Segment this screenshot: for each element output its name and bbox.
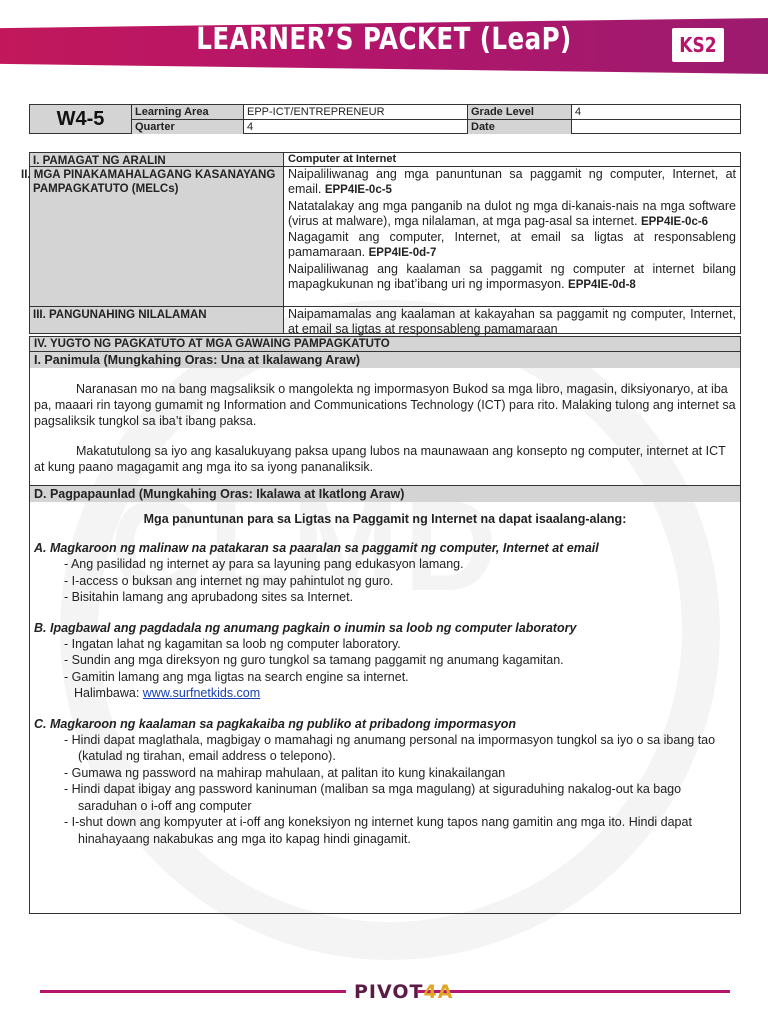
ks-badge xyxy=(672,28,724,62)
grade-level-label: Grade Level xyxy=(468,105,572,120)
rule-item: - Ingatan lahat ng kagamitan sa loob ng computer laboratory. xyxy=(64,636,401,651)
rule-item: - I-access o buksan ang internet ng may pahintulot ng guro. xyxy=(64,573,394,588)
info-table xyxy=(29,104,741,134)
learning-area-value: EPP-ICT/ENTREPRENEUR xyxy=(244,105,468,120)
quarter-value: 4 xyxy=(244,120,468,134)
melc-code: EPP4IE-0d-8 xyxy=(568,279,636,292)
melc-code: EPP4IE-0c-6 xyxy=(640,215,709,228)
page-title: LEARNER’S PACKET (LeaP) xyxy=(196,22,572,57)
pagpapaunlad-block xyxy=(30,512,740,847)
panimula-paragraph: Makatutulong sa iyo ang kasalukuyang paksa upang lubos na maunawaan ang konsepto ng computer, internet at ICT at kung paano magagamit ang mga ito sa iyong pananaliksik. xyxy=(34,444,726,475)
quarter-label: Quarter xyxy=(132,120,244,134)
rule-item: - Gumawa ng password na mahirap mahulaan, at palitan ito kung kinakailangan xyxy=(64,765,506,780)
melc-item xyxy=(288,167,736,199)
melc-code: EPP4IE-0d-7 xyxy=(368,247,437,260)
melc-label: II. MGA PINAKAMAHALAGANG KASANAYANG PAMPAGKATUTO (MELCs) xyxy=(30,167,284,307)
lesson-table xyxy=(21,152,741,337)
pivot-logo-mark: 4A xyxy=(423,981,454,1003)
pamagat-label: I. PAMAGAT NG ARALIN xyxy=(30,153,284,167)
panimula-block xyxy=(30,352,740,486)
pamagat-value: Computer at Internet xyxy=(284,153,740,167)
ks-badge-label: KS2 xyxy=(679,33,717,57)
panimula-title: I. Panimula (Mungkahing Oras: Una at Ikalawang Araw) xyxy=(30,352,740,368)
melc-item xyxy=(288,199,736,231)
rule-item: - I-shut down ang kompyuter at i-off ang koneksiyon ng internet kung tapos nang gamitin ang mga ito. Hindi dapat hinahayaang nakabukas ang mga ito kapag hindi ginagamit. xyxy=(64,815,692,846)
melc-code: EPP4IE-0c-5 xyxy=(324,184,392,197)
rule-item: - Sundin ang mga direksyon ng guro tungkol sa tamang paggamit ng anumang kagamitan. xyxy=(64,653,564,667)
panimula-paragraph: Naranasan mo na bang magsaliksik o mangolekta ng impormasyon Bukod sa mga libro, magasin, diksiyonaryo, at iba pa, maaari rin tayong gumamit ng Information and Communications Technology (ICT) para rito. Malaking tulong ang internet sa pagsaliksik tungkol sa iba’t ibang paksa. xyxy=(34,382,736,428)
melc-text: Nagagamit ang computer, Internet, at email sa ligtas at responsableng pamamaraan. xyxy=(288,230,736,260)
footer-rule-left xyxy=(40,990,346,993)
example-label: Halimbawa: xyxy=(74,686,143,700)
main-section xyxy=(29,336,741,914)
rule-item: - Gamitin lamang ang mga ligtas na search engine sa internet. xyxy=(64,669,409,684)
rule-a-title: A. Magkaroon ng malinaw na patakaran sa paaralan sa paggamit ng computer, Internet at email xyxy=(34,541,599,555)
pagpapaunlad-title: D. Pagpapaunlad (Mungkahing Oras: Ikalawa at Ikatlong Araw) xyxy=(30,486,740,502)
example-link[interactable]: www.surfnetkids.com xyxy=(142,686,261,700)
rule-item: - Bisitahin lamang ang aprubadong sites sa Internet. xyxy=(64,590,354,604)
rule-item: - Ang pasilidad ng internet ay para sa layuning pang edukasyon lamang. xyxy=(64,557,464,571)
melc-item xyxy=(288,230,736,262)
nilalaman-value: Naipamamalas ang kaalaman at kakayahan sa paggamit ng computer, Internet, at email sa ligtas at responsableng pamamaraan xyxy=(288,307,736,337)
rule-item: - Hindi dapat ibigay ang password kaninuman (maliban sa mga magulang) at siguraduhing nakalog-out ka bago saraduhan o i-off ang computer xyxy=(64,782,682,813)
nilalaman-label: III. PANGUNAHING NILALAMAN xyxy=(30,307,284,333)
melc-list xyxy=(284,167,740,307)
pivot-logo-text: PIVOT xyxy=(354,981,424,1003)
learning-area-label: Learning Area xyxy=(132,105,244,120)
date-label: Date xyxy=(468,120,572,134)
example-line xyxy=(34,685,736,702)
melc-text: Natatalakay ang mga panganib na dulot ng mga di-kanais-nais na mga software (virus at malware), mga nilalaman, at mga pag-asal sa internet. xyxy=(288,198,736,228)
melc-text: Naipaliliwanag ang kaalaman sa paggamit ng computer at internet bilang mapagkukunan ng ibat’ibang uri ng impormasyon. xyxy=(288,261,736,292)
week-label: W4-5 xyxy=(30,105,132,133)
rule-b-title: B. Ipagbawal ang pagdadala ng anumang pagkain o inumin sa loob ng computer laboratory xyxy=(34,620,577,635)
section-title: IV. YUGTO NG PAGKATUTO AT MGA GAWAING PAMPAGKATUTO xyxy=(30,337,740,352)
rule-item: - Hindi dapat maglathala, magbigay o mamahagi ng anumang personal na impormasyon tungkol sa iyo o sa ibang tao (katulad ng tirahan, email address o telepono). xyxy=(64,732,716,763)
melc-text: Naipaliliwanag ang mga panuntunan sa paggamit ng computer, Internet, at email. xyxy=(288,167,736,197)
rule-c-title: C. Magkaroon ng kaalaman sa pagkakaiba ng publiko at pribadong impormasyon xyxy=(34,716,517,731)
pivot-logo xyxy=(354,981,453,1003)
melc-item xyxy=(288,262,736,294)
date-value xyxy=(572,120,740,134)
rules-heading: Mga panuntunan para sa Ligtas na Paggamit ng Internet na dapat isaalang-alang: xyxy=(143,512,627,526)
grade-level-value: 4 xyxy=(572,105,740,120)
footer-rule-right xyxy=(418,990,730,993)
